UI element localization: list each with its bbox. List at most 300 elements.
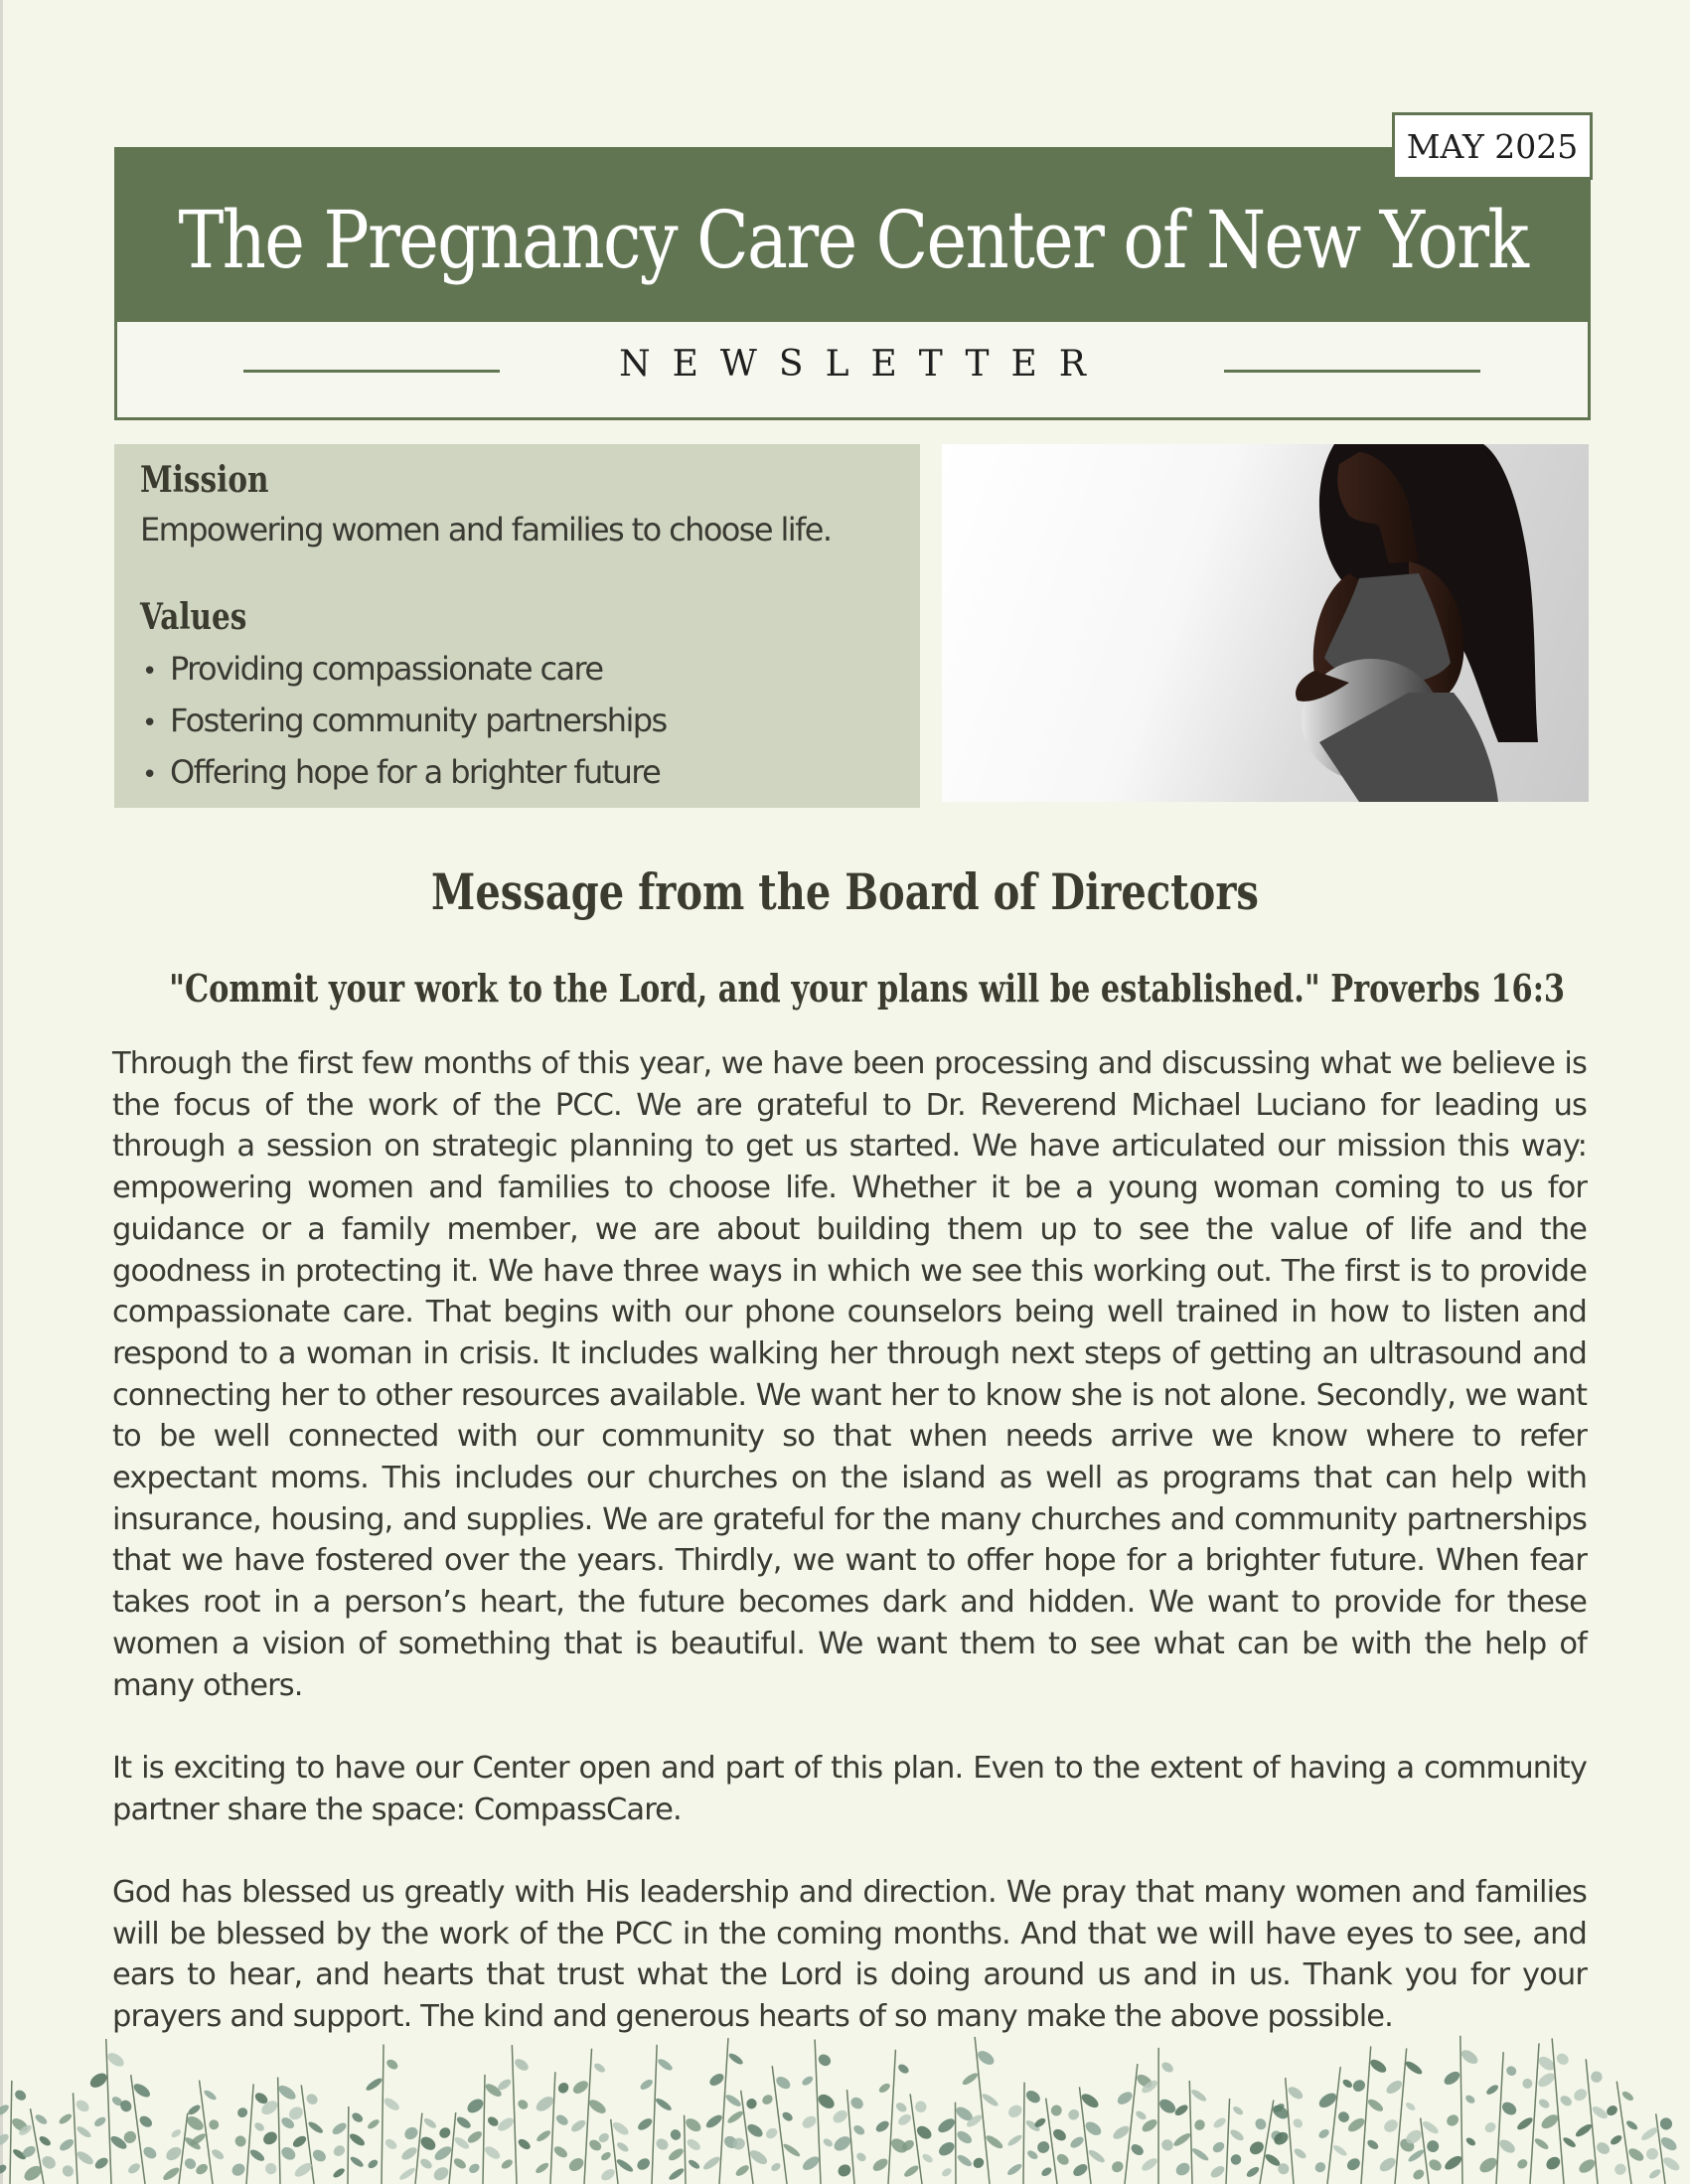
foliage-stem xyxy=(415,2113,422,2184)
foliage-leaf xyxy=(1212,2115,1228,2129)
foliage-leaf xyxy=(1116,2090,1135,2107)
foliage-leaf xyxy=(1382,2117,1401,2135)
list-item xyxy=(140,748,920,800)
foliage-leaf xyxy=(183,2156,198,2171)
foliage-leaf xyxy=(1172,2131,1192,2148)
foliage-leaf xyxy=(961,2071,980,2087)
foliage-leaf xyxy=(431,2164,451,2183)
foliage-leaf xyxy=(985,2133,1005,2151)
foliage-stem xyxy=(584,2049,592,2184)
foliage-leaf xyxy=(914,2123,933,2141)
foliage-leaf xyxy=(701,2154,721,2171)
foliage-leaf xyxy=(1292,2117,1305,2130)
foliage-leaf xyxy=(667,2146,686,2162)
foliage-leaf xyxy=(877,2082,891,2095)
pregnant-woman-photo xyxy=(942,444,1589,802)
foliage-leaf xyxy=(0,2131,11,2147)
foliage-leaf xyxy=(1464,2136,1476,2147)
foliage-leaf xyxy=(760,2093,774,2106)
foliage-leaf xyxy=(599,2167,617,2183)
foliage-leaf xyxy=(1421,2119,1440,2136)
foliage-leaf xyxy=(972,2156,987,2170)
foliage-leaf xyxy=(1232,2105,1245,2116)
newsletter-band xyxy=(114,322,1591,420)
foliage-leaf xyxy=(38,2134,53,2147)
list-item xyxy=(140,697,920,748)
foliage-stem xyxy=(1327,2067,1340,2184)
foliage-leaf xyxy=(466,2129,484,2145)
foliage-leaf xyxy=(816,2092,837,2111)
foliage-leaf xyxy=(1377,2155,1398,2174)
foliage-leaf xyxy=(367,2158,380,2170)
bullet-icon: • xyxy=(142,760,156,790)
foliage-leaf xyxy=(1384,2078,1404,2096)
foliage-leaf xyxy=(774,2074,793,2091)
foliage-leaf xyxy=(669,2127,684,2142)
foliage-leaf xyxy=(684,2115,703,2133)
foliage-leaf xyxy=(1006,2133,1023,2147)
foliage-leaf xyxy=(832,2133,853,2153)
foliage-leaf xyxy=(1111,2123,1132,2141)
foliage-leaf xyxy=(851,2123,865,2136)
issue-date-badge: MAY 2025 xyxy=(1392,112,1593,180)
foliage-leaf xyxy=(0,2163,8,2175)
foliage-leaf xyxy=(1504,2064,1518,2078)
foliage-leaf xyxy=(58,2112,74,2126)
foliage-leaf xyxy=(1209,2164,1227,2180)
foliage-leaf xyxy=(1173,2103,1190,2117)
foliage-leaf xyxy=(1533,2136,1550,2151)
foliage-leaf xyxy=(870,2156,889,2174)
foliage-leaf xyxy=(1595,2140,1612,2157)
foliage-leaf xyxy=(654,2136,670,2152)
foliage-leaf xyxy=(1341,2078,1353,2089)
foliage-leaf xyxy=(126,2161,142,2175)
value-text: Providing compassionate care xyxy=(170,650,603,688)
message-body xyxy=(112,1043,1587,2080)
foliage-leaf xyxy=(1253,2116,1268,2131)
list-item xyxy=(140,645,920,697)
foliage-leaf xyxy=(724,2093,743,2108)
foliage-leaf xyxy=(1211,2140,1226,2155)
foliage-leaf xyxy=(686,2137,702,2153)
foliage-stem xyxy=(1530,2043,1539,2184)
foliage-leaf xyxy=(1445,2112,1460,2128)
foliage-leaf xyxy=(304,2092,319,2106)
foliage-leaf xyxy=(770,2161,782,2173)
foliage-leaf xyxy=(764,2126,779,2141)
foliage-stem xyxy=(246,2084,253,2184)
foliage-leaf xyxy=(332,2167,346,2180)
foliage-stem xyxy=(10,2081,12,2184)
foliage-leaf xyxy=(569,2118,587,2134)
section-heading: Message from the Board of Directors xyxy=(431,862,1259,921)
foliage-leaf xyxy=(921,2152,934,2164)
newsletter-label: NEWSLETTER xyxy=(619,344,1108,385)
foliage-leaf xyxy=(437,2125,452,2140)
foliage-leaf xyxy=(1625,2119,1639,2131)
foliage-leaf xyxy=(855,2151,868,2163)
mission-heading: Mission xyxy=(140,459,269,501)
foliage-leaf xyxy=(816,2052,833,2068)
foliage-leaf xyxy=(1051,2126,1068,2142)
foliage-leaf xyxy=(955,2128,974,2145)
foliage-leaf xyxy=(1366,2097,1385,2113)
foliage-leaf xyxy=(781,2110,795,2123)
foliage-leaf xyxy=(1173,2160,1192,2178)
foliage-leaf xyxy=(402,2124,420,2141)
foliage-leaf xyxy=(87,2071,109,2091)
foliage-leaf xyxy=(1035,2139,1052,2156)
foliage-leaf xyxy=(383,2096,401,2112)
foliage-leaf xyxy=(848,2095,865,2110)
foliage-leaf xyxy=(1647,2167,1661,2180)
foliage-leaf xyxy=(566,2155,585,2173)
foliage-leaf xyxy=(801,2075,815,2088)
value-text: Fostering community partnerships xyxy=(170,702,667,739)
eucalyptus-foliage xyxy=(0,2027,1690,2184)
foliage-leaf xyxy=(1555,2051,1571,2067)
foliage-stem xyxy=(278,2077,280,2184)
foliage-leaf xyxy=(1459,2047,1479,2066)
foliage-leaf xyxy=(1068,2134,1085,2149)
foliage-leaf xyxy=(1351,2078,1368,2094)
foliage-leaf xyxy=(58,2137,76,2153)
paragraph: Through the first few months of this year, we have been processing and discussing what we believe is the focus of the work of the PCC. We are grateful to Dr. Reverend Michael Luciano for leading us through a session on strategic planning to get us started. We have articulated our mission this way: empowering women and families to choose life. Whether it be a young woman coming to us for guidance or a family member, we are about building them up to see the value of life and the goodness in protecting it. We have three ways in which we see this working out. The first is to provide compassionate care. That begins with our phone counselors being well trained in how to listen and respond to a woman in crisis. It includes walking her through next steps of getting an ultrasound and connecting her to other resources available. We want her to know she is not alone. Secondly, we want to be well connected with our community so that when needs arrive we know where to refer expectant moms. This includes our churches on the island as well as programs that can help with insurance, housing, and supplies. We are grateful for the many churches and community partnerships that we have fostered over the years. Thirdly, we want to offer hope for a brighter future. When fear takes root in a person’s heart, the future becomes dark and hidden. We want to provide for these women a vision of something that is beautiful. We want them to see what can be with the help of many others. xyxy=(112,1046,1587,1703)
foliage-leaf xyxy=(636,2116,654,2132)
foliage-leaf xyxy=(500,2157,514,2170)
foliage-stem xyxy=(652,2045,657,2184)
foliage-leaf xyxy=(93,2155,110,2171)
foliage-leaf xyxy=(1024,2088,1043,2105)
foliage-leaf xyxy=(1313,2160,1327,2174)
foliage-leaf xyxy=(615,2157,635,2174)
foliage-leaf xyxy=(534,2094,555,2113)
foliage-leaf xyxy=(513,2057,531,2073)
foliage-leaf xyxy=(276,2083,298,2102)
foliage-leaf xyxy=(1574,2122,1594,2139)
foliage-leaf xyxy=(516,2098,530,2110)
foliage-leaf xyxy=(1192,2117,1207,2132)
foliage-leaf xyxy=(263,2161,279,2177)
foliage-leaf xyxy=(1140,2156,1159,2173)
foliage-leaf xyxy=(1658,2115,1675,2132)
foliage-stem xyxy=(1260,2101,1274,2184)
foliage-leaf xyxy=(726,2109,745,2125)
foliage-leaf xyxy=(1613,2161,1628,2177)
foliage-leaf xyxy=(207,2117,221,2131)
foliage-leaf xyxy=(1483,2120,1498,2134)
foliage-leaf xyxy=(194,2162,210,2177)
foliage-leaf xyxy=(874,2118,891,2133)
values-list xyxy=(140,645,920,800)
foliage-leaf xyxy=(782,2142,802,2158)
foliage-leaf xyxy=(704,2112,724,2130)
foliage-leaf xyxy=(1190,2146,1209,2162)
foliage-leaf xyxy=(1644,2146,1660,2162)
foliage-leaf xyxy=(105,2050,126,2069)
foliage-leaf xyxy=(1537,2098,1551,2110)
foliage-leaf xyxy=(1500,2100,1519,2117)
foliage-leaf xyxy=(1346,2115,1367,2134)
foliage-leaf xyxy=(164,2144,184,2163)
foliage-leaf xyxy=(455,2114,473,2130)
divider-line-right xyxy=(1224,370,1480,373)
foliage-stem xyxy=(1226,2099,1230,2184)
foliage-leaf xyxy=(279,2144,298,2162)
foliage-leaf xyxy=(535,2161,550,2175)
page-edge xyxy=(0,0,3,2184)
foliage-leaf xyxy=(587,2098,608,2116)
foliage-leaf xyxy=(187,2104,202,2116)
foliage-leaf xyxy=(1477,2155,1499,2176)
foliage-leaf xyxy=(635,2156,652,2172)
foliage-leaf xyxy=(1485,2083,1500,2096)
foliage-leaf xyxy=(92,2115,107,2128)
foliage-leaf xyxy=(211,2147,226,2161)
foliage-leaf xyxy=(1336,2109,1351,2124)
foliage-leaf xyxy=(1544,2154,1563,2172)
foliage-leaf xyxy=(1661,2155,1682,2173)
foliage-leaf xyxy=(1190,2088,1208,2104)
foliage-leaf xyxy=(1286,2085,1305,2102)
foliage-leaf xyxy=(556,2081,571,2096)
foliage-leaf xyxy=(1130,2142,1146,2157)
photo-illustration xyxy=(942,444,1589,802)
foliage-leaf xyxy=(656,2057,674,2073)
foliage-leaf xyxy=(486,2114,500,2127)
foliage-leaf xyxy=(496,2115,516,2133)
foliage-leaf xyxy=(1293,2147,1307,2161)
foliage-leaf xyxy=(1536,2071,1557,2090)
foliage-leaf xyxy=(232,2133,247,2148)
mission-text: Empowering women and families to choose life. xyxy=(140,511,832,548)
foliage-leaf xyxy=(941,2166,954,2178)
foliage-stem xyxy=(888,2050,895,2184)
foliage-leaf xyxy=(348,2131,367,2147)
foliage-leaf xyxy=(668,2166,686,2181)
foliage-leaf xyxy=(1229,2127,1246,2142)
foliage-leaf xyxy=(937,2139,958,2158)
foliage-stem xyxy=(955,2103,956,2184)
foliage-leaf xyxy=(896,2063,910,2076)
foliage-leaf xyxy=(1156,2097,1177,2116)
foliage-leaf xyxy=(418,2134,438,2153)
foliage-leaf xyxy=(367,2117,382,2130)
foliage-leaf xyxy=(384,2058,399,2072)
foliage-leaf xyxy=(1515,2157,1529,2170)
foliage-leaf xyxy=(75,2149,94,2167)
foliage-leaf xyxy=(349,2155,365,2169)
foliage-stem xyxy=(550,2072,555,2184)
foliage-leaf xyxy=(0,2103,11,2117)
foliage-leaf xyxy=(639,2078,655,2092)
foliage-leaf xyxy=(332,2143,347,2158)
foliage-leaf xyxy=(745,2121,765,2139)
foliage-leaf xyxy=(1055,2152,1071,2167)
foliage-leaf xyxy=(600,2150,613,2162)
foliage-leaf xyxy=(1405,2101,1417,2111)
foliage-leaf xyxy=(554,2112,570,2127)
foliage-leaf xyxy=(291,2133,308,2149)
foliage-leaf xyxy=(1427,2157,1444,2173)
foliage-leaf xyxy=(1539,2111,1561,2131)
foliage-leaf xyxy=(1229,2152,1244,2167)
foliage-leaf xyxy=(1087,2148,1107,2165)
foliage-leaf xyxy=(896,2112,913,2127)
foliage-leaf xyxy=(351,2110,365,2123)
foliage-leaf xyxy=(467,2162,481,2175)
foliage-leaf xyxy=(1135,2109,1148,2121)
foliage-leaf xyxy=(552,2144,569,2160)
foliage-leaf xyxy=(1659,2134,1679,2152)
foliage-leaf xyxy=(307,2120,325,2135)
masthead-banner xyxy=(114,147,1591,322)
foliage-leaf xyxy=(1006,2103,1024,2120)
foliage-leaf xyxy=(800,2113,818,2130)
foliage-leaf xyxy=(1559,2094,1574,2107)
foliage-leaf xyxy=(902,2163,920,2178)
foliage-leaf xyxy=(1159,2060,1174,2074)
foliage-leaf xyxy=(76,2124,92,2139)
foliage-stem xyxy=(382,2045,384,2184)
foliage-leaf xyxy=(1609,2133,1623,2146)
foliage-leaf xyxy=(571,2079,591,2097)
foliage-leaf xyxy=(981,2092,1000,2107)
foliage-leaf xyxy=(1026,2149,1039,2161)
foliage-leaf xyxy=(1159,2137,1175,2153)
foliage-leaf xyxy=(1245,2165,1261,2179)
values-heading: Values xyxy=(140,596,247,638)
value-text: Offering hope for a brighter future xyxy=(170,753,661,791)
foliage-leaf xyxy=(170,2127,182,2138)
foliage-leaf xyxy=(483,2144,503,2162)
foliage-leaf xyxy=(398,2166,417,2182)
foliage-leaf xyxy=(1591,2105,1610,2121)
foliage-leaf xyxy=(331,2120,349,2136)
foliage-stem xyxy=(1361,2046,1371,2184)
foliage-leaf xyxy=(1562,2135,1578,2148)
foliage-stem xyxy=(1125,2064,1138,2184)
foliage-leaf xyxy=(248,2147,266,2163)
foliage-stem xyxy=(685,2115,686,2184)
bullet-icon: • xyxy=(142,657,156,687)
foliage-leaf xyxy=(727,2052,744,2067)
foliage-leaf xyxy=(74,2098,90,2113)
foliage-stem xyxy=(483,2075,485,2184)
foliage-leaf xyxy=(976,2048,997,2067)
foliage-leaf xyxy=(465,2097,486,2116)
foliage-leaf xyxy=(1331,2143,1348,2157)
foliage-leaf xyxy=(253,2121,266,2133)
foliage-leaf xyxy=(1520,2077,1534,2091)
foliage-leaf xyxy=(1639,2125,1659,2142)
foliage-leaf xyxy=(1317,2127,1331,2140)
foliage-leaf xyxy=(913,2099,929,2114)
mission-values-box xyxy=(114,444,920,808)
foliage-leaf xyxy=(1040,2166,1053,2178)
foliage-leaf xyxy=(654,2097,673,2112)
foliage-leaf xyxy=(13,2089,28,2103)
foliage-leaf xyxy=(836,2162,852,2179)
foliage-leaf xyxy=(61,2163,77,2179)
foliage-leaf xyxy=(452,2156,468,2170)
foliage-leaf xyxy=(1572,2087,1589,2104)
foliage-leaf xyxy=(801,2154,822,2173)
paragraph: God has blessed us greatly with His leadership and direction. We pray that many women and families will be blessed by the work of the PCC in the coming months. And that we will have eyes to see, and ears to hear, and hearts that trust what the Lord is doing around us and in us. Thank you for your prayers and support. The kind and generous hearts of so many make the above possible. xyxy=(112,1875,1587,2035)
foliage-leaf xyxy=(1071,2161,1090,2178)
foliage-leaf xyxy=(536,2128,552,2143)
foliage-leaf xyxy=(1366,2138,1380,2151)
foliage-leaf xyxy=(707,2072,725,2089)
foliage-leaf xyxy=(432,2144,453,2163)
foliage-leaf xyxy=(161,2165,181,2182)
foliage-stem xyxy=(1496,2052,1503,2184)
foliage-leaf xyxy=(1083,2119,1104,2138)
foliage-stem xyxy=(179,2113,188,2184)
foliage-leaf xyxy=(1620,2090,1634,2103)
foliage-leaf xyxy=(616,2140,631,2153)
foliage-leaf xyxy=(399,2145,418,2162)
foliage-leaf xyxy=(831,2107,849,2125)
foliage-stem xyxy=(348,2106,349,2184)
foliage-leaf xyxy=(592,2062,606,2075)
foliage-leaf xyxy=(261,2129,280,2147)
foliage-leaf xyxy=(1049,2103,1064,2117)
foliage-leaf xyxy=(1411,2167,1426,2181)
foliage-leaf xyxy=(203,2089,218,2102)
foliage-leaf xyxy=(1066,2107,1081,2122)
foliage-leaf xyxy=(1626,2146,1645,2164)
foliage-leaf xyxy=(1110,2159,1126,2174)
foliage-leaf xyxy=(894,2101,908,2113)
foliage-leaf xyxy=(311,2147,329,2164)
foliage-leaf xyxy=(1425,2138,1442,2155)
foliage-leaf xyxy=(230,2161,247,2178)
foliage-leaf xyxy=(1368,2057,1388,2075)
foliage-stem xyxy=(512,2045,517,2184)
foliage-leaf xyxy=(688,2158,701,2170)
scripture-quote: "Commit your work to the Lord, and your plans will be established." Proverbs 16:3 xyxy=(169,966,1566,1011)
foliage-leaf xyxy=(517,2137,533,2151)
foliage-leaf xyxy=(822,2137,834,2148)
foliage-leaf xyxy=(40,2153,59,2171)
foliage-leaf xyxy=(1005,2162,1023,2177)
foliage-stem xyxy=(719,2038,728,2184)
foliage-leaf xyxy=(611,2119,631,2137)
foliage-leaf xyxy=(418,2157,433,2171)
foliage-leaf xyxy=(744,2097,758,2110)
foliage-leaf xyxy=(1497,2137,1517,2155)
foliage-leaf xyxy=(131,2081,152,2100)
foliage-leaf xyxy=(1442,2069,1461,2087)
foliage-leaf xyxy=(365,2077,384,2093)
foliage-leaf xyxy=(1443,2153,1463,2172)
foliage-stem xyxy=(1395,2048,1407,2184)
foliage-leaf xyxy=(1247,2139,1266,2157)
foliage-stem xyxy=(1023,2083,1024,2184)
foliage-leaf xyxy=(956,2153,974,2168)
foliage-leaf xyxy=(1345,2156,1362,2173)
foliage-leaf xyxy=(1589,2069,1605,2085)
paragraph: It is exciting to have our Center open and part of this plan. Even to the extent of having a community partner share the space: CompassCare. xyxy=(112,1750,1587,1827)
foliage-leaf xyxy=(1404,2059,1424,2076)
foliage-leaf xyxy=(34,2112,49,2125)
foliage-leaf xyxy=(936,2115,958,2134)
foliage-leaf xyxy=(1577,2157,1598,2176)
foliage-leaf xyxy=(384,2137,398,2151)
foliage-leaf xyxy=(235,2106,249,2119)
